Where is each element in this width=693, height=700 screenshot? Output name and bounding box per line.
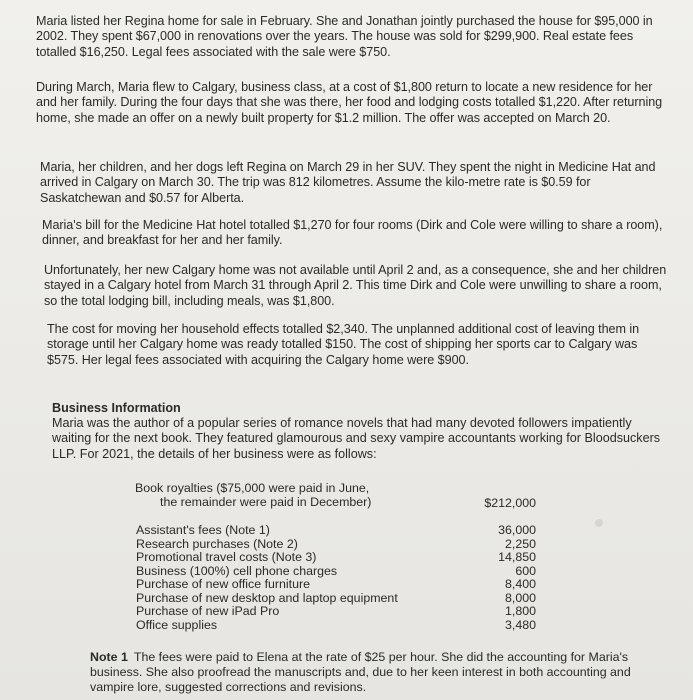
expense-row [136, 551, 536, 565]
expense-label: Promotional travel costs (Note 3) [136, 550, 317, 565]
note-text: The fees were paid to Elena at the rate of $25 per hour. She did the accounting for Maria's business. She also proofread the manuscripts and, due to her keen interest in both accounting and vampire lore, suggested corrections and revisions. [90, 650, 631, 695]
expense-label: Assistant's fees (Note 1) [136, 523, 270, 537]
royalties-value: $212,000 [484, 496, 536, 510]
expense-list [136, 524, 536, 632]
expense-row [136, 619, 536, 633]
expense-value: 2,250 [504, 536, 536, 551]
expense-value: 3,480 [504, 617, 536, 632]
note-label: Note 1 [90, 650, 128, 664]
page-smudge [595, 519, 603, 527]
expense-value: 600 [515, 563, 536, 578]
expense-value: 1,800 [504, 604, 536, 619]
expense-row [136, 538, 536, 552]
expense-label: Purchase of new desktop and laptop equipment [136, 590, 398, 605]
expense-label: Purchase of new iPad Pro [136, 604, 280, 619]
expense-label: Research purchases (Note 2) [136, 536, 298, 551]
expense-row [136, 524, 536, 538]
paragraph-medicine-hat-hotel: Maria's bill for the Medicine Hat hotel totalled $1,270 for four rooms (Dirk and Cole were willing to share a room), dinner, and breakfast for her and her family. [42, 218, 663, 248]
business-description: Maria was the author of a popular series of romance novels that had many devoted followers impatiently waiting for the next book. They featured glamourous and sexy vampire accountants working for Bloodsuckers LLP. For 2021, the details of her business were as follows: [52, 416, 661, 461]
paragraph-home-sale: Maria listed her Regina home for sale in February. She and Jonathan jointly purchased the house for $95,000 in 2002. They spent $67,000 in renovations over the years. The house was sold for $299,900. Real estate fees totalled $16,250. Legal fees associated with the sale were $750. [36, 14, 653, 59]
business-information-section [52, 401, 662, 462]
expense-value: 8,000 [504, 590, 536, 605]
royalties-label-line2: the remainder were paid in December) [160, 494, 372, 509]
note-1 [90, 650, 670, 696]
paragraph-moving-drive: Maria, her children, and her dogs left Regina on March 29 in her SUV. They spent the night in Medicine Hat and arrived in Calgary on March 30. The trip was 812 kilometres. Assume the kilo-metre rate is $0.59 for Saskatchewan and $0.57 for Alberta. [40, 160, 656, 205]
expense-value: 36,000 [498, 523, 536, 537]
section-heading: Business Information [52, 401, 181, 415]
expense-label: Business (100%) cell phone charges [136, 563, 338, 578]
expense-row [136, 592, 536, 606]
expense-value: 8,400 [504, 577, 536, 592]
expense-row [136, 605, 536, 619]
expense-value: 14,850 [498, 550, 536, 565]
royalties-label [135, 482, 435, 509]
expense-row [136, 565, 536, 579]
expense-row [136, 578, 536, 592]
paragraph-moving-costs: The cost for moving her household effects totalled $2,340. The unplanned additional cost of leaving them in storage until her Calgary home was ready totalled $150. The cost of shipping her sports car to Calgary was $575. Her legal fees associated with acquiring the Calgary home were $900. [47, 322, 640, 367]
paragraph-calgary-hotel: Unfortunately, her new Calgary home was not available until April 2 and, as a consequence, she and her children stayed in a Calgary hotel from March 31 through April 2. This time Dirk and Cole were unwilling to share a room, so the total lodging bill, including meals, was $1,800. [44, 263, 667, 308]
expense-label: Purchase of new office furniture [136, 577, 311, 592]
royalties-label-line1: Book royalties ($75,000 were paid in June, [135, 481, 370, 495]
paragraph-calgary-trip: During March, Maria flew to Calgary, business class, at a cost of $1,800 return to locate a new residence for her and her family. During the four days that she was there, her food and lodging costs totalled $1,220. After returning home, she made an offer on a newly built property for $1.2 million. The offer was accepted on March 20. [36, 80, 663, 125]
expense-label: Office supplies [136, 617, 218, 632]
